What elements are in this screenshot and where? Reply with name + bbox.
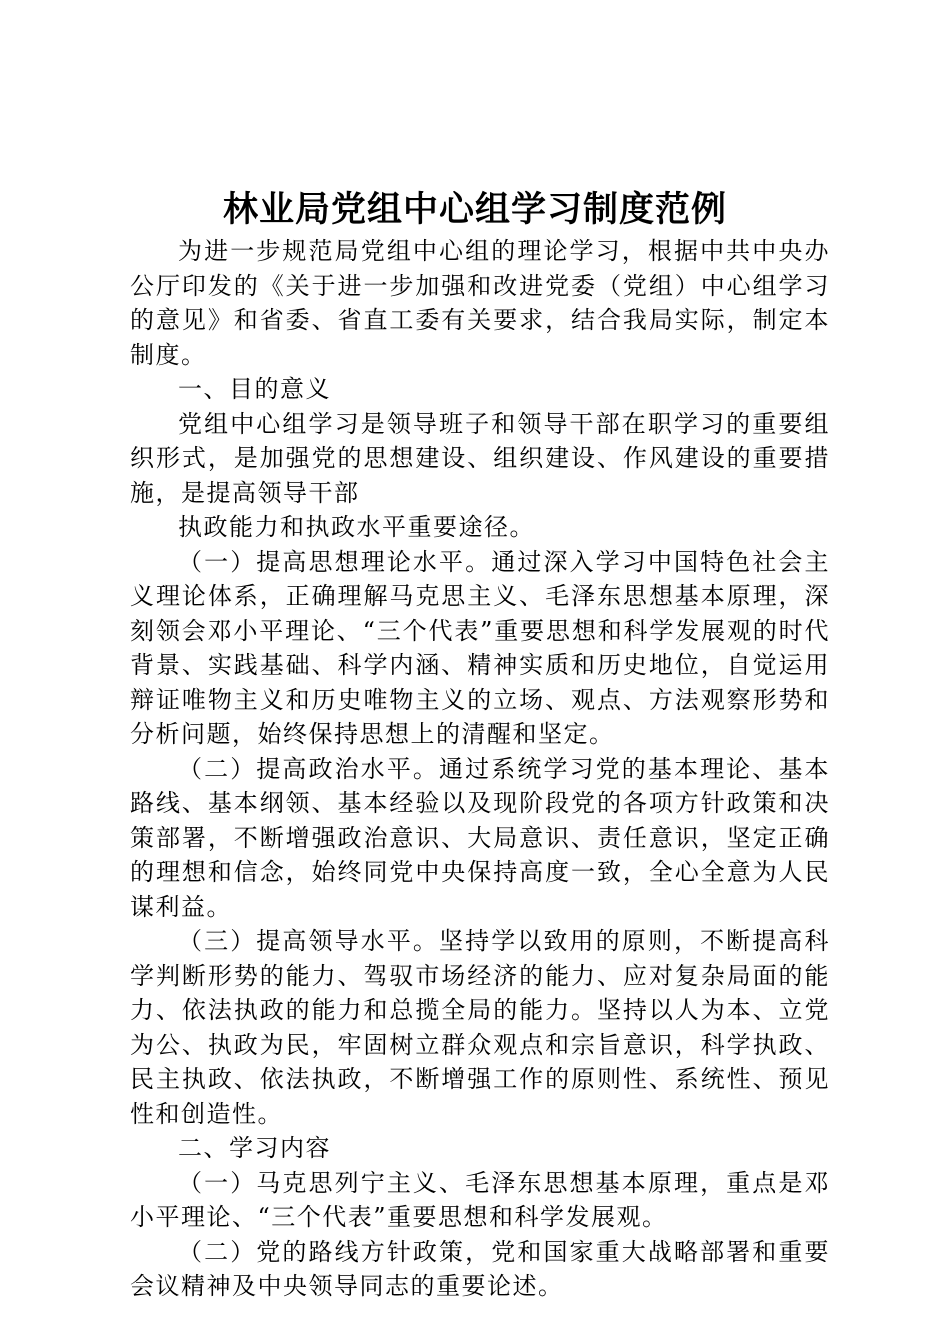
content-item-2: （二）党的路线方针政策，党和国家重大战略部署和重要会议精神及中央领导同志的重要论述。 [130,1237,830,1300]
purpose-paragraph: 党组中心组学习是领导班子和领导干部在职学习的重要组织形式，是加强党的思想建设、组织建设、作风建设的重要措施，是提高领导干部 [130,409,830,507]
content-item-1: （一）马克思列宁主义、毛泽东思想基本原理，重点是邓小平理论、“三个代表”重要思想和科学发展观。 [130,1168,830,1231]
intro-paragraph: 为进一步规范局党组中心组的理论学习，根据中共中央办公厅印发的《关于进一步加强和改进党委（党组）中心组学习的意见》和省委、省直工委有关要求，结合我局实际，制定本制度。 [130,237,830,369]
purpose-item-2: （二）提高政治水平。通过系统学习党的基本理论、基本路线、基本纲领、基本经验以及现阶段党的各项方针政策和决策部署，不断增强政治意识、大局意识、责任意识，坚定正确的理想和信念，始终同党中央保持高度一致，全心全意为人民谋利益。 [130,754,830,921]
purpose-item-1: （一）提高思想理论水平。通过深入学习中国特色社会主义理论体系，正确理解马克思主义、毛泽东思想基本原理，深刻领会邓小平理论、“三个代表”重要思想和科学发展观的时代背景、实践基础、科学内涵、精神实质和历史地位，自觉运用辩证唯物主义和历史唯物主义的立场、观点、方法观察形势和分析问题，始终保持思想上的清醒和坚定。 [130,547,830,748]
purpose-item-3: （三）提高领导水平。坚持学以致用的原则，不断提高科学判断形势的能力、驾驭市场经济的能力、应对复杂局面的能力、依法执政的能力和总揽全局的能力。坚持以人为本、立党为公、执政为民，牢固树立群众观点和宗旨意识，科学执政、民主执政、依法执政，不断增强工作的原则性、系统性、预见性和创造性。 [130,927,830,1128]
purpose-paragraph-continued: 执政能力和执政水平重要途径。 [178,513,535,541]
document-title: 林业局党组中心组学习制度范例 [222,190,727,230]
section-heading-content: 二、学习内容 [178,1134,331,1162]
section-heading-purpose: 一、目的意义 [178,375,331,403]
document-body [130,234,830,1304]
